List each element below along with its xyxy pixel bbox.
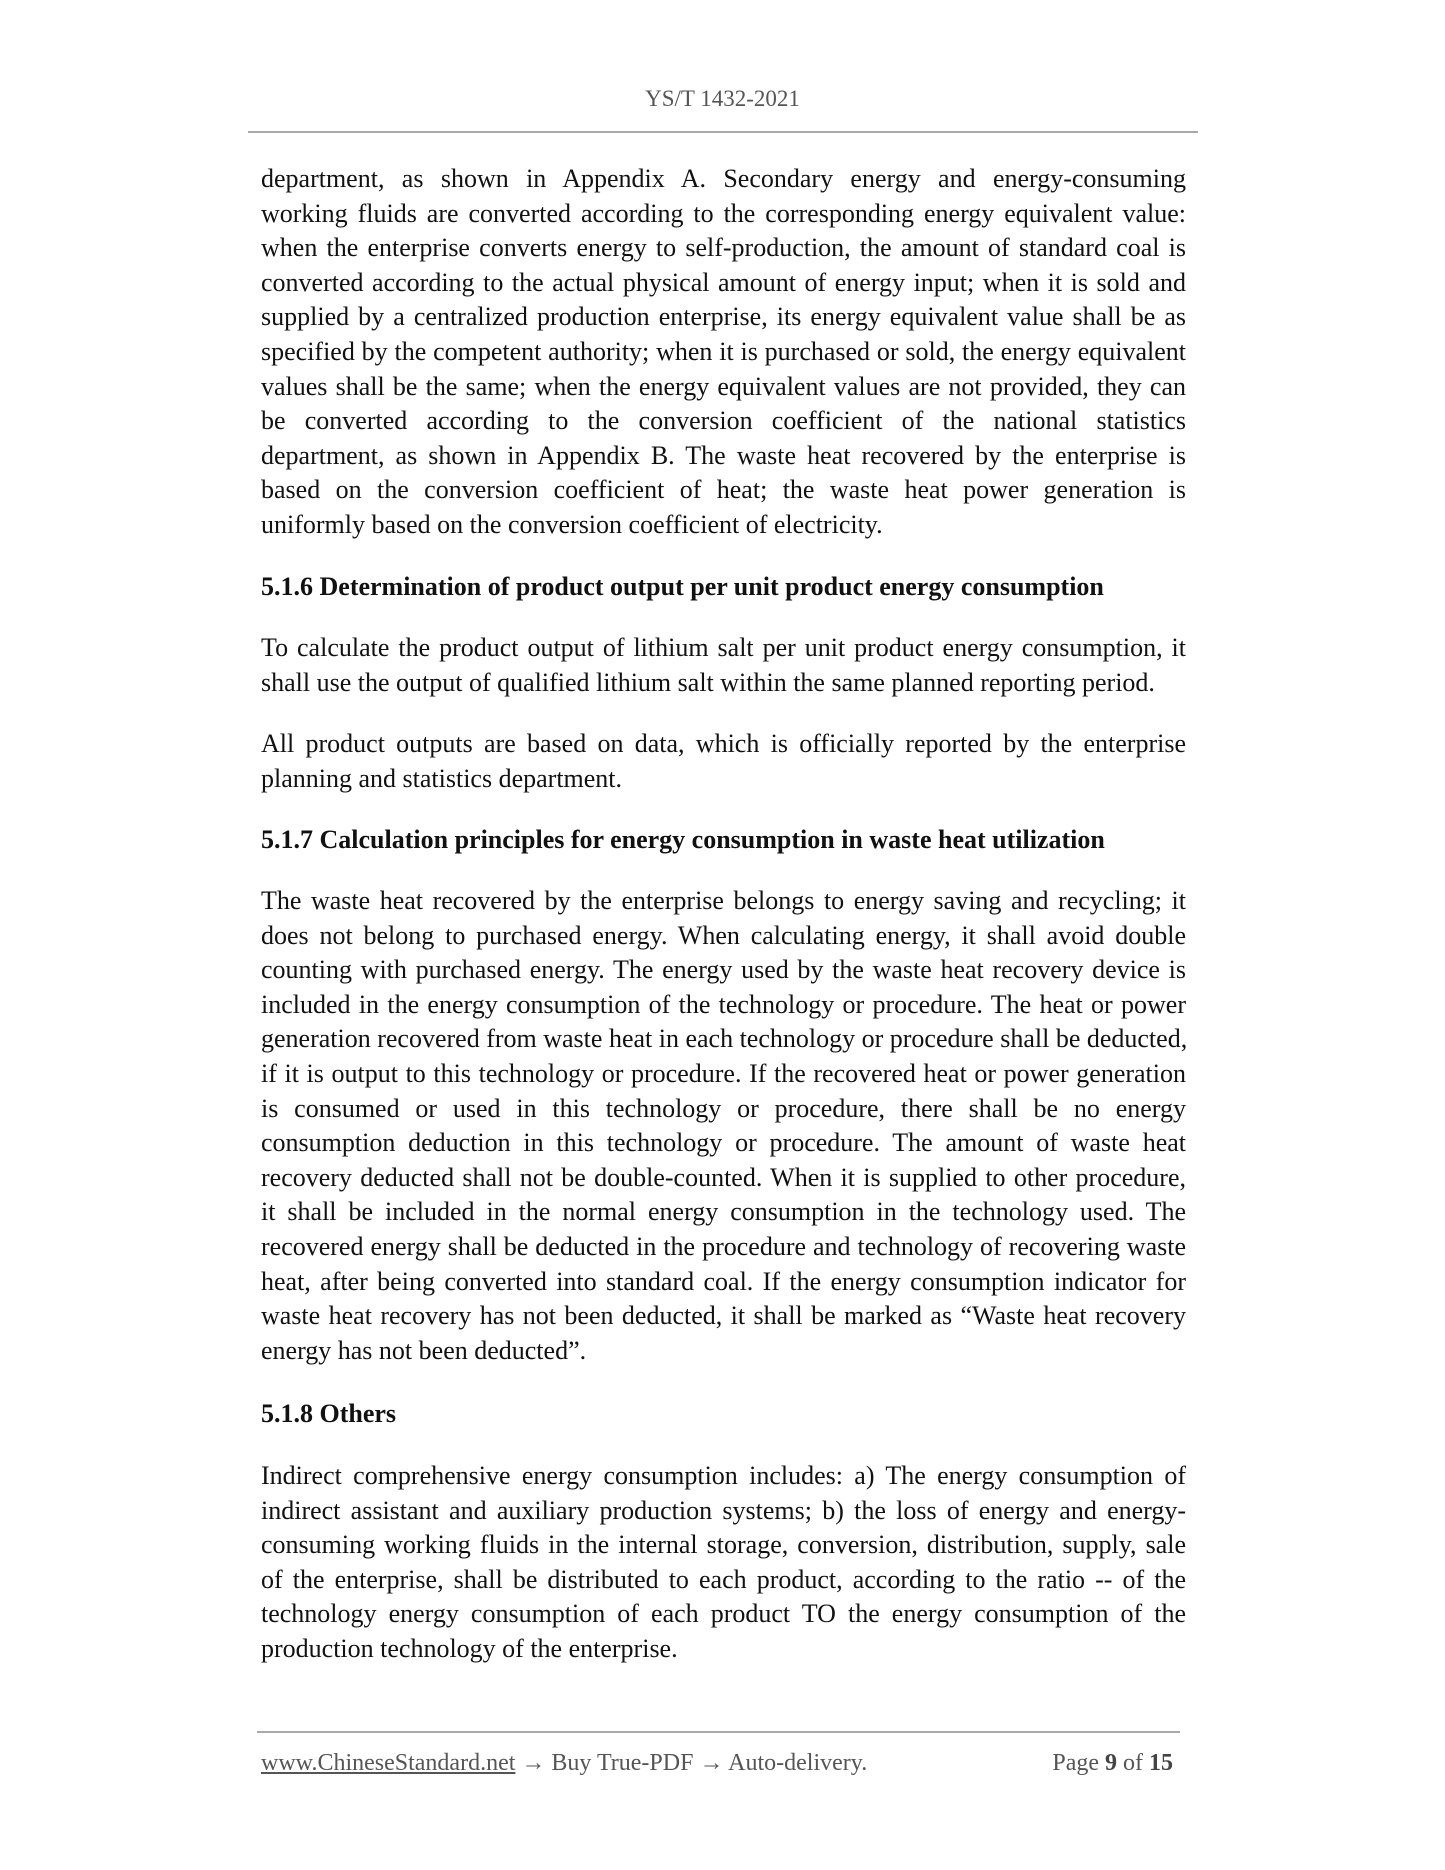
footer-promo: [261, 1750, 867, 1777]
text-line: Indirect comprehensive energy consumption includes: a) The energy consumption of: [261, 1461, 1186, 1490]
text-line: department, as shown in Appendix A. Secondary energy and energy-consuming: [261, 164, 1186, 193]
text-line: if it is output to this technology or procedure. If the recovered heat or power generation: [261, 1058, 1186, 1088]
header-divider: [248, 131, 1198, 133]
text-line: of the enterprise, shall be distributed to each product, according to the ratio -- of the: [261, 1564, 1186, 1594]
heading-5-1-8: 5.1.8 Others: [261, 1399, 397, 1428]
arrow-right-icon: →: [699, 1750, 724, 1776]
text-line: energy has not been deducted”.: [261, 1335, 587, 1365]
paragraph-waste-heat: [261, 884, 1186, 1368]
text-line: department, as shown in Appendix B. The waste heat recovered by the enterprise is: [261, 440, 1186, 470]
page-indicator: [1052, 1750, 1173, 1777]
heading-5-1-6: 5.1.6 Determination of product output per unit product energy consumption: [261, 572, 1104, 601]
text-line: supplied by a centralized production enterprise, its energy equivalent value shall be as: [261, 302, 1186, 332]
arrow-right-icon: →: [521, 1750, 546, 1776]
paragraph-statistics: [261, 727, 1186, 796]
text-line: To calculate the product output of lithium salt per unit product energy consumption, it: [261, 633, 1186, 662]
footer: [261, 1750, 1181, 1777]
text-line: it shall be included in the normal energy consumption in the technology used. The: [261, 1197, 1186, 1227]
delivery-text: Auto-delivery.: [728, 1750, 868, 1776]
text-line: is consumed or used in this technology or procedure, there shall be no energy: [261, 1093, 1186, 1123]
text-line: consuming working fluids in the internal storage, conversion, distribution, supply, sale: [261, 1530, 1186, 1560]
text-line: production technology of the enterprise.: [261, 1633, 678, 1663]
text-line: recovery deducted shall not be double-counted. When it is supplied to other procedure,: [261, 1162, 1186, 1192]
text-line: generation recovered from waste heat in each technology or procedure shall be deducted,: [261, 1024, 1188, 1054]
total-pages: 15: [1149, 1750, 1173, 1776]
text-line: uniformly based on the conversion coefficient of electricity.: [261, 509, 883, 539]
paragraph-indirect-consumption: [261, 1459, 1186, 1667]
page-number: 9: [1105, 1750, 1117, 1776]
buy-text: Buy True-PDF: [551, 1750, 694, 1776]
text-line: counting with purchased energy. The energy used by the waste heat recovery device is: [261, 955, 1186, 985]
document-header-id: YS/T 1432-2021: [645, 86, 800, 111]
text-line: heat, after being converted into standard coal. If the energy consumption indicator for: [261, 1266, 1186, 1296]
text-line: All product outputs are based on data, which is officially reported by the enterprise: [261, 729, 1186, 758]
of-label: of: [1123, 1750, 1143, 1776]
text-line: consumption deduction in this technology or procedure. The amount of waste heat: [261, 1128, 1186, 1158]
text-line: technology energy consumption of each product TO the energy consumption of the: [261, 1599, 1186, 1629]
footer-divider: [257, 1731, 1180, 1733]
text-line: converted according to the actual physical amount of energy input; when it is sold and: [261, 267, 1186, 297]
text-line: does not belong to purchased energy. When calculating energy, it shall avoid double: [261, 920, 1186, 950]
text-line: shall use the output of qualified lithium salt within the same planned reporting period.: [261, 667, 1155, 697]
text-line: planning and statistics department.: [261, 763, 623, 793]
paragraph-appendix-conversion: [261, 162, 1186, 543]
text-line: indirect assistant and auxiliary production systems; b) the loss of energy and energy-: [261, 1495, 1186, 1525]
text-line: when the enterprise converts energy to self-production, the amount of standard coal is: [261, 233, 1186, 263]
text-line: specified by the competent authority; when it is purchased or sold, the energy equivalent: [261, 336, 1186, 366]
text-line: waste heat recovery has not been deducted, it shall be marked as “Waste heat recovery: [261, 1301, 1186, 1331]
paragraph-product-output: [261, 631, 1186, 700]
text-line: The waste heat recovered by the enterprise belongs to energy saving and recycling; it: [261, 886, 1186, 915]
heading-5-1-7: 5.1.7 Calculation principles for energy consumption in waste heat utilization: [261, 825, 1105, 854]
text-line: based on the conversion coefficient of heat; the waste heat power generation is: [261, 475, 1186, 505]
website-link[interactable]: www.ChineseStandard.net: [261, 1750, 516, 1776]
text-line: recovered energy shall be deducted in the procedure and technology of recovering waste: [261, 1231, 1186, 1261]
text-line: working fluids are converted according to the corresponding energy equivalent value:: [261, 198, 1186, 228]
text-line: included in the energy consumption of the technology or procedure. The heat or power: [261, 989, 1186, 1019]
text-line: values shall be the same; when the energy equivalent values are not provided, they can: [261, 371, 1186, 401]
text-line: be converted according to the conversion coefficient of the national statistics: [261, 406, 1186, 436]
page-label: Page: [1052, 1750, 1099, 1776]
